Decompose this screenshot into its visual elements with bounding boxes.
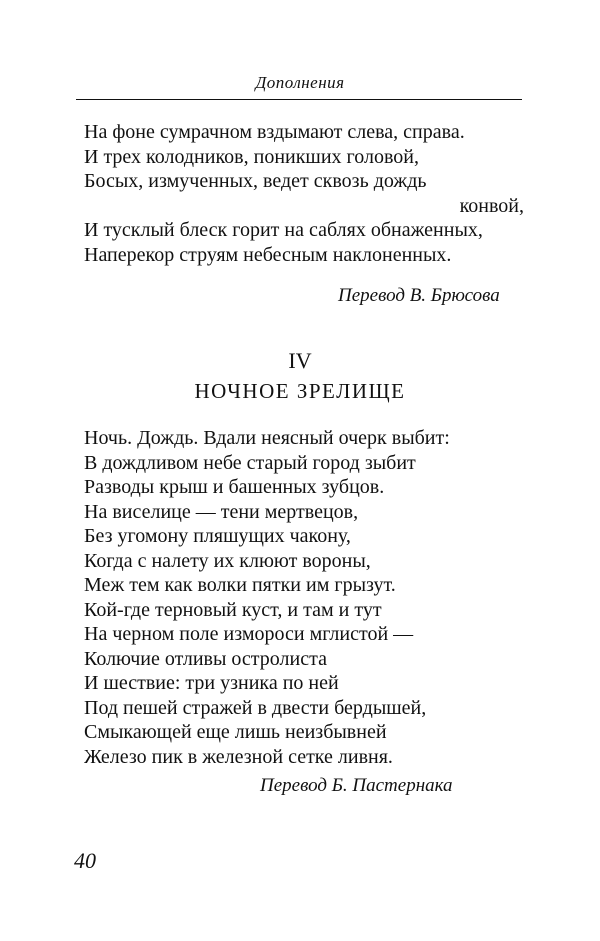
poem-line: Меж тем как волки пятки им грызут. [84, 574, 396, 596]
poem-line: На черном поле измороси мглистой — [84, 623, 414, 645]
running-head: Дополнения [255, 73, 345, 92]
poem-line: Без угомону пляшущих чакону, [84, 525, 351, 547]
poem-line: И тусклый блеск горит на саблях обнаженных, [84, 219, 483, 241]
poem-line: Босых, измученных, ведет сквозь дождь [84, 170, 427, 192]
poem-line: Под пешей стражей в двести бердышей, [84, 696, 427, 719]
poem-line: Железо пик в железной сетке ливня. [84, 745, 393, 768]
poem-line: И шествие: три узника по ней [84, 672, 339, 694]
poem-line-runover: конвой, [459, 194, 524, 217]
poem-body [84, 426, 524, 769]
poem-line: Наперекор струям небесным наклоненных. [84, 243, 452, 266]
poem-line: В дождливом небе старый город зыбит [84, 451, 416, 474]
poem-line: Разводы крыш и башенных зубцов. [84, 476, 385, 498]
poem-line: На виселице — тени мертвецов, [84, 500, 359, 523]
translator-credit-pasternak: Перевод Б. Пастернака [260, 775, 453, 796]
section-number: IV [288, 348, 312, 373]
poem-line: Кой-где терновый куст, и там и тут [84, 598, 382, 621]
page-number: 40 [74, 848, 96, 873]
poem-line: Ночь. Дождь. Вдали неясный очерк выбит: [84, 427, 450, 449]
header-rule [76, 99, 522, 100]
poem-line: Колючие отливы остролиста [84, 647, 327, 670]
previous-poem-ending [84, 120, 524, 267]
translator-credit-bryusov: Перевод В. Брюсова [338, 285, 500, 306]
poem-line: Смыкающей еще лишь неизбывней [84, 721, 387, 743]
poem-line: На фоне сумрачном вздымают слева, справа. [84, 121, 465, 143]
poem-line: И трех колодников, поникших головой, [84, 145, 419, 168]
poem-line: Когда с налету их клюют вороны, [84, 549, 371, 572]
poem-title: НОЧНОЕ ЗРЕЛИЩЕ [194, 379, 406, 403]
